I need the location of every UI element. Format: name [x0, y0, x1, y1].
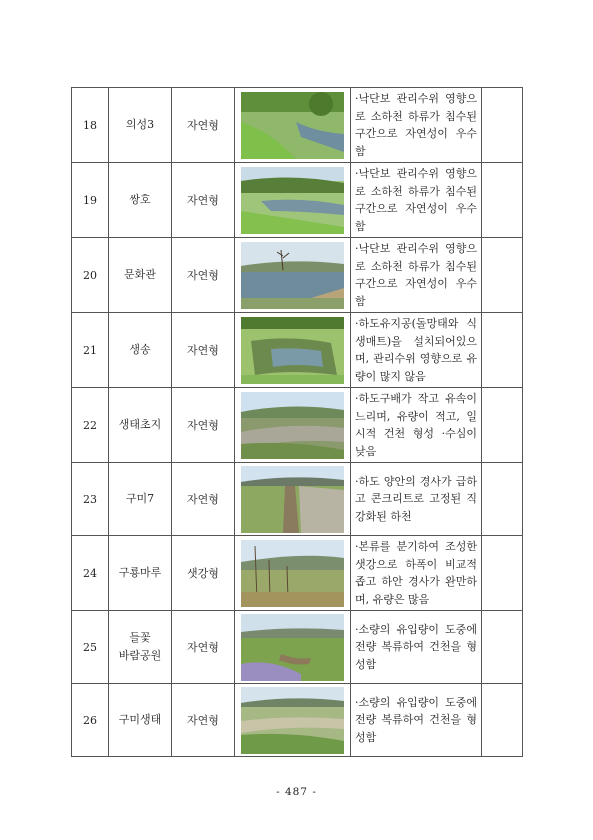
site-name: 의성3	[109, 88, 172, 163]
site-table	[71, 87, 523, 757]
note-cell	[482, 684, 523, 757]
site-name: 생태초지	[109, 388, 172, 463]
site-description: ·낙단보 관리수위 영향으로 소하천 하류가 침수된 구간으로 자연성이 우수함	[351, 88, 482, 163]
site-type: 자연형	[172, 684, 235, 757]
photo-cell	[235, 463, 351, 536]
table-row	[72, 611, 523, 684]
photo-cell	[235, 388, 351, 463]
site-type: 자연형	[172, 88, 235, 163]
note-cell	[482, 238, 523, 313]
page-number: - 487 -	[276, 786, 317, 798]
site-name: 구미생태	[109, 684, 172, 757]
site-description: ·낙단보 관리수위 영향으로 소하천 하류가 침수된 구간으로 자연성이 우수함	[351, 163, 482, 238]
site-type: 자연형	[172, 611, 235, 684]
site-type: 자연형	[172, 388, 235, 463]
note-cell	[482, 463, 523, 536]
table-row	[72, 463, 523, 536]
site-photo	[241, 466, 344, 533]
site-name-line-1: 들꽃	[129, 631, 151, 644]
row-number: 21	[72, 313, 109, 388]
site-name: 문화관	[109, 238, 172, 313]
table-row	[72, 88, 523, 163]
row-number: 26	[72, 684, 109, 757]
site-description: ·하도유지공(돌망태와 식생매트)을 설치되어있으며, 관리수위 영향으로 유량이 많지 않음	[351, 313, 482, 388]
site-photo	[241, 392, 344, 459]
site-photo	[241, 614, 344, 681]
site-type: 샛강형	[172, 536, 235, 611]
site-name: 생송	[109, 313, 172, 388]
row-number: 23	[72, 463, 109, 536]
photo-cell	[235, 536, 351, 611]
photo-cell	[235, 611, 351, 684]
photo-cell	[235, 88, 351, 163]
note-cell	[482, 611, 523, 684]
site-photo	[241, 167, 344, 234]
row-number: 22	[72, 388, 109, 463]
row-number: 20	[72, 238, 109, 313]
table-row	[72, 238, 523, 313]
site-photo	[241, 540, 344, 607]
site-photo	[241, 687, 344, 754]
site-photo	[241, 242, 344, 309]
note-cell	[482, 536, 523, 611]
site-name	[109, 611, 172, 684]
photo-cell	[235, 684, 351, 757]
photo-cell	[235, 313, 351, 388]
photo-cell	[235, 238, 351, 313]
site-description: ·하도구배가 작고 유속이 느리며, 유량이 적고, 일시적 건천 형성 ·수심이 낮음	[351, 388, 482, 463]
site-photo	[241, 317, 344, 384]
table-row	[72, 313, 523, 388]
site-description: ·소량의 유입량이 도중에 전량 복류하여 건천을 형성함	[351, 611, 482, 684]
table-row	[72, 388, 523, 463]
site-description: ·하도 양안의 경사가 급하고 콘크리트로 고정된 직강화된 하천	[351, 463, 482, 536]
site-photo	[241, 92, 344, 159]
site-type: 자연형	[172, 238, 235, 313]
site-description: ·소량의 유입량이 도중에 전량 복류하여 건천을 형성함	[351, 684, 482, 757]
table-row	[72, 163, 523, 238]
table-row	[72, 536, 523, 611]
site-name: 구미7	[109, 463, 172, 536]
site-description: ·본류를 분기하여 조성한 샛강으로 하폭이 비교적 좁고 하안 경사가 완만하며, 유량은 많음	[351, 536, 482, 611]
note-cell	[482, 163, 523, 238]
site-type: 자연형	[172, 463, 235, 536]
site-type: 자연형	[172, 163, 235, 238]
table-row	[72, 684, 523, 757]
note-cell	[482, 313, 523, 388]
site-name: 구룡마루	[109, 536, 172, 611]
row-number: 25	[72, 611, 109, 684]
site-name: 쌍호	[109, 163, 172, 238]
row-number: 19	[72, 163, 109, 238]
note-cell	[482, 88, 523, 163]
note-cell	[482, 388, 523, 463]
site-type: 자연형	[172, 313, 235, 388]
site-description: ·낙단보 관리수위 영향으로 소하천 하류가 침수된 구간으로 자연성이 우수함	[351, 238, 482, 313]
site-name-line-2: 바람공원	[118, 649, 162, 662]
photo-cell	[235, 163, 351, 238]
row-number: 24	[72, 536, 109, 611]
row-number: 18	[72, 88, 109, 163]
